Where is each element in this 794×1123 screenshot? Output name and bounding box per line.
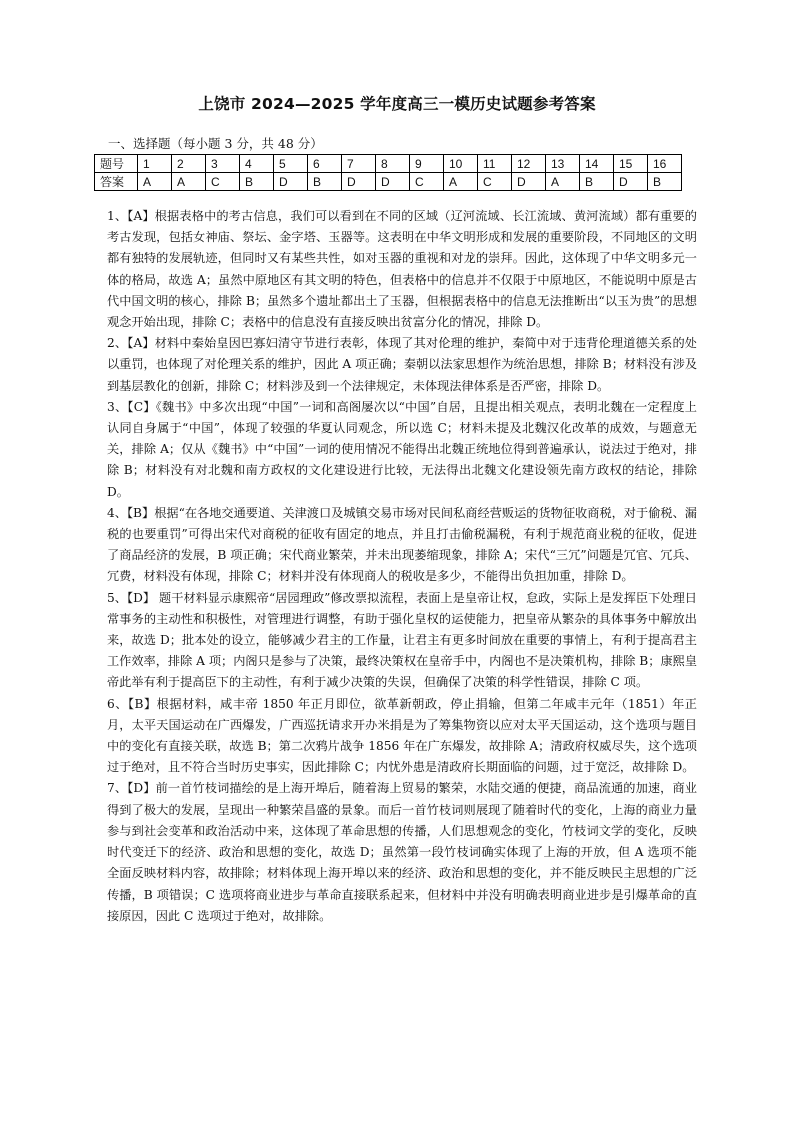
table-cell: 10 bbox=[444, 155, 478, 173]
table-cell: C bbox=[410, 173, 444, 191]
table-cell: 5 bbox=[274, 155, 308, 173]
table-cell: A bbox=[546, 173, 580, 191]
explanation-paragraph: 5、【D】 题干材料显示康熙帝“居园理政”修改票拟流程，表面上是皇帝让权，怠政，实际上是发挥臣下处理日常事务的主动性和积极性，对管理进行调整，有助于强化皇权的运使能力，把皇帝从繁杂的具体事务中解放出来，故选 D；批本处的设立，能够减少君主的工作量，让君主有更多时间放在重要的事情上，有利于提高君主工作效率，排除 A 项；内阁只是参与了决策，最终决策权在皇帝手中，内阁也不是决策机构，排除 B；康熙皇帝此举有利于提高臣下的主动性，有利于减少决策的失误，但确保了决策的科学性错误，排除 C 项。 bbox=[107, 590, 698, 690]
table-cell: 8 bbox=[376, 155, 410, 173]
table-cell: B bbox=[308, 173, 342, 191]
table-cell: 9 bbox=[410, 155, 444, 173]
table-cell: A bbox=[444, 173, 478, 191]
table-cell: 15 bbox=[614, 155, 648, 173]
table-cell: 3 bbox=[206, 155, 240, 173]
table-cell: 16 bbox=[648, 155, 682, 173]
explanation-paragraph: 6、【B】根据材料，咸丰帝 1850 年正月即位，欲革新朝政，停止捐输，但第二年咸丰元年（1851）年正月，太平天国运动在广西爆发，广西巡抚请求开办米捐是为了筹集物资以应对太平天国运动，这个选项与题目中的变化有直接关联，故选 B；第二次鸦片战争 1856 年在广东爆发，故排除 A；清政府权威尽失，这个选项过于绝对，且不符合当时历史事实，因此排除 C；内忧外患是清政府长期面临的问题，过于宽泛，故排除 D。 bbox=[107, 696, 697, 775]
table-cell: 4 bbox=[240, 155, 274, 173]
row-label: 题号 bbox=[95, 155, 138, 173]
answer-table bbox=[94, 154, 682, 191]
explanation-paragraph: 3、【C】《魏书》中多次出现“中国”一词和高阁屡次以“中国”自居，且提出相关观点，表明北魏在一定程度上认同自身属于“中国”，体现了较强的华夏认同观念，所以选 C；材料未提及北魏汉化改革的成效，与题意无关，排除 A；仅从《魏书》中“中国”一词的使用情况不能得出北魏正统地位得到普遍承认，说法过于绝对，排除 B；材料没有对北魏和南方政权的文化建设进行比较，无法得出北魏文化建设领先南方政权的结论，排除 D。 bbox=[107, 399, 697, 499]
explanations bbox=[107, 206, 697, 927]
table-cell: A bbox=[172, 173, 206, 191]
explanation-paragraph: 2、【A】材料中秦始皇因巴寡妇清守节进行表彰，体现了其对伦理的维护，秦简中对于违背伦理道德关系的处以重罚，也体现了对伦理关系的维护，因此 A 项正确；秦朝以法家思想作为统治思想，排除 B；材料没有涉及到基层教化的创新，排除 C；材料涉及到一个法律规定，未体现法律体系是否严密，排除 D。 bbox=[107, 336, 698, 393]
answer-row bbox=[95, 173, 682, 191]
table-cell: D bbox=[274, 173, 308, 191]
table-cell: 1 bbox=[138, 155, 172, 173]
table-cell: 14 bbox=[580, 155, 614, 173]
table-cell: B bbox=[648, 173, 682, 191]
table-cell: D bbox=[342, 173, 376, 191]
page-title: 上饶市 2024—2025 学年度高三一模历史试题参考答案 bbox=[198, 95, 596, 113]
table-cell: 6 bbox=[308, 155, 342, 173]
table-cell: A bbox=[138, 173, 172, 191]
table-cell: B bbox=[240, 173, 274, 191]
table-cell: D bbox=[376, 173, 410, 191]
row-label: 答案 bbox=[95, 173, 138, 191]
table-cell: 12 bbox=[512, 155, 546, 173]
table-cell: D bbox=[512, 173, 546, 191]
table-cell: B bbox=[580, 173, 614, 191]
number-row bbox=[95, 155, 682, 173]
explanation-paragraph: 1、【A】根据表格中的考古信息，我们可以看到在不同的区域（辽河流域、长江流域、黄河流域）都有重要的考古发现，包括女神庙、祭坛、金字塔、玉器等。这表明在中华文明形成和发展的重要阶段，不同地区的文明都有独特的发展轨迹，但同时又有某些共性，如对玉器的重视和对龙的崇拜。因此，这体现了中华文明多元一体的格局，故选 A；虽然中原地区有其文明的特色，但表格中的信息并不仅限于中原地区，不能说明中原是古代中国文明的核心，排除 B；虽然多个遗址都出土了玉器，但根据表格中的信息无法推断出“以玉为贵”的思想观念开始出现，排除 C；表格中的信息没有直接反映出贫富分化的情况，排除 D。 bbox=[107, 209, 697, 330]
table-cell: C bbox=[206, 173, 240, 191]
section-heading: 一、选择题（每小题 3 分，共 48 分） bbox=[108, 136, 323, 151]
table-cell: D bbox=[614, 173, 648, 191]
explanation-paragraph: 4、【B】根据“在各地交通要道、关津渡口及城镇交易市场对民间私商经营贩运的货物征收商税，对于偷税、漏税的也要重罚”可得出宋代对商税的征收有固定的地点，并且打击偷税漏税，有利于规范商业税的征收，促进了商品经济的发展，B 项正确；宋代商业繁荣，并未出现萎缩现象，排除 A；宋代“三冗”问题是冗官、冗兵、冗费，材料没有体现，排除 C；材料并没有体现商人的税收是多少，不能得出负担加重，排除 D。 bbox=[107, 505, 697, 584]
table-cell: 2 bbox=[172, 155, 206, 173]
table-cell: C bbox=[478, 173, 512, 191]
table-cell: 7 bbox=[342, 155, 376, 173]
table-cell: 11 bbox=[478, 155, 512, 173]
table-cell: 13 bbox=[546, 155, 580, 173]
explanation-paragraph: 7、【D】前一首竹枝词描绘的是上海开埠后，随着海上贸易的繁荣，水陆交通的便捷，商品流通的加速，商业得到了极大的发展，呈现出一种繁荣昌盛的景象。而后一首竹枝词则展现了随着时代的变化，上海的商业力量参与到社会变革和政治活动中来，这体现了革命思想的传播，人们思想观念的变化，竹枝词文学的变化，反映时代变迁下的经济、政治和思想的变化，故选 D；虽然第一段竹枝词确实体现了上海的开放，但 A 选项不能全面反映材料内容，故排除；材料体现上海开埠以来的经济、政治和思想的变化，并不能反映民主思想的广泛传播，B 项错误；C 选项将商业进步与革命直接联系起来，但材料中并没有明确表明商业进步是引爆革命的直接原因，因此 C 选项过于绝对，故排除。 bbox=[107, 781, 697, 923]
